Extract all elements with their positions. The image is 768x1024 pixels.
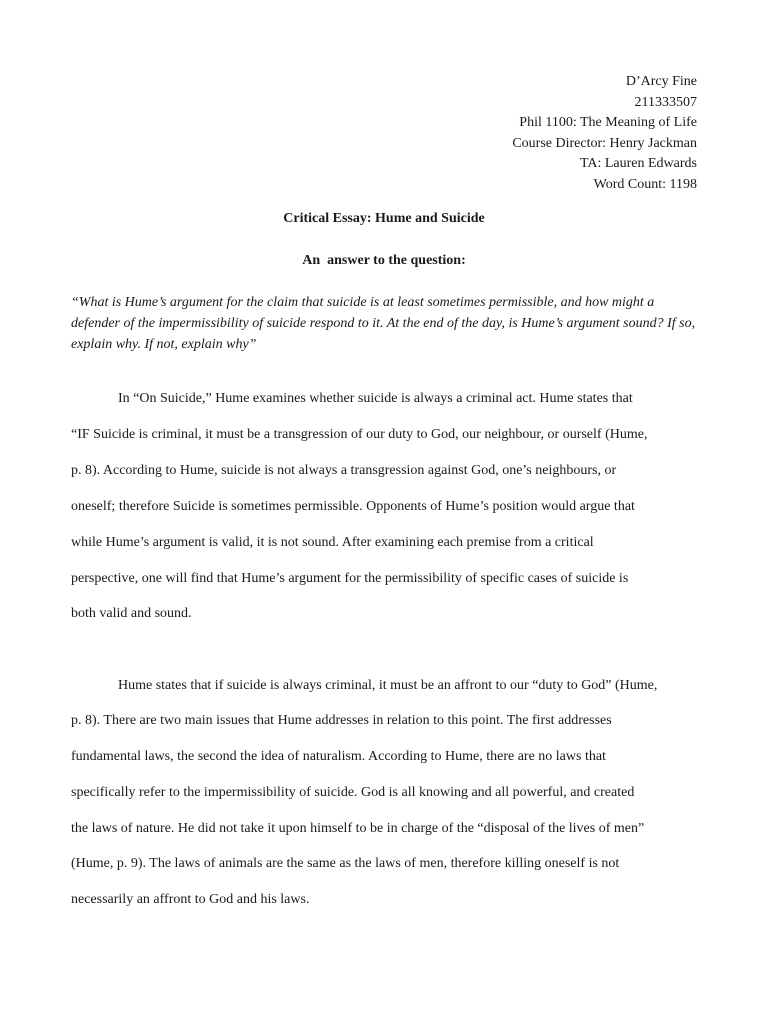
- paragraph-line: specifically refer to the impermissibility of suicide. God is all knowing and all powerful, and created: [71, 785, 635, 800]
- paragraph-line: fundamental laws, the second the idea of naturalism. According to Hume, there are no laws that: [71, 749, 606, 764]
- paragraph-line: oneself; therefore Suicide is sometimes permissible. Opponents of Hume’s position would argue that: [71, 499, 635, 514]
- word-count: Word Count: 1198: [593, 176, 697, 192]
- essay-title: Critical Essay: Hume and Suicide: [283, 211, 485, 226]
- essay-question: “What is Hume’s argument for the claim that suicide is at least sometimes permissible, and how might a defender of the impermissibility of suicide respond to it. At the end of the day, is Hume’s argument sound? If so, explain why. If not, explain why”: [71, 295, 696, 352]
- paragraph-line: Hume states that if suicide is always criminal, it must be an affront to our “duty to God” (Hume,: [118, 678, 658, 693]
- course-name: Phil 1100: The Meaning of Life: [519, 115, 697, 131]
- author-header: [512, 72, 697, 196]
- question-heading: An answer to the question:: [302, 253, 466, 268]
- student-number: 211333507: [634, 94, 697, 110]
- paragraph-line: In “On Suicide,” Hume examines whether suicide is always a criminal act. Hume states that: [118, 391, 633, 406]
- paragraph-line: perspective, one will find that Hume’s argument for the permissibility of specific cases of suicide is: [71, 571, 629, 586]
- paragraph-line: p. 8). There are two main issues that Hume addresses in relation to this point. The first addresses: [71, 713, 612, 728]
- paragraph-line: while Hume’s argument is valid, it is not sound. After examining each premise from a critical: [71, 535, 594, 550]
- teaching-assistant: TA: Lauren Edwards: [579, 156, 697, 172]
- paragraph-line: p. 8). According to Hume, suicide is not always a transgression against God, one’s neighbours, or: [71, 463, 617, 478]
- course-director: Course Director: Henry Jackman: [512, 135, 697, 151]
- paragraph-line: necessarily an affront to God and his laws.: [71, 892, 310, 907]
- paragraph-line: the laws of nature. He did not take it upon himself to be in charge of the “disposal of the lives of men”: [71, 821, 645, 836]
- author-name: D’Arcy Fine: [625, 74, 697, 89]
- paragraph-line: (Hume, p. 9). The laws of animals are the same as the laws of men, therefore killing oneself is not: [71, 856, 620, 871]
- paragraph-line: “IF Suicide is criminal, it must be a transgression of our duty to God, our neighbour, or ourself (Hume,: [71, 427, 648, 442]
- paragraph-line: both valid and sound.: [71, 606, 192, 621]
